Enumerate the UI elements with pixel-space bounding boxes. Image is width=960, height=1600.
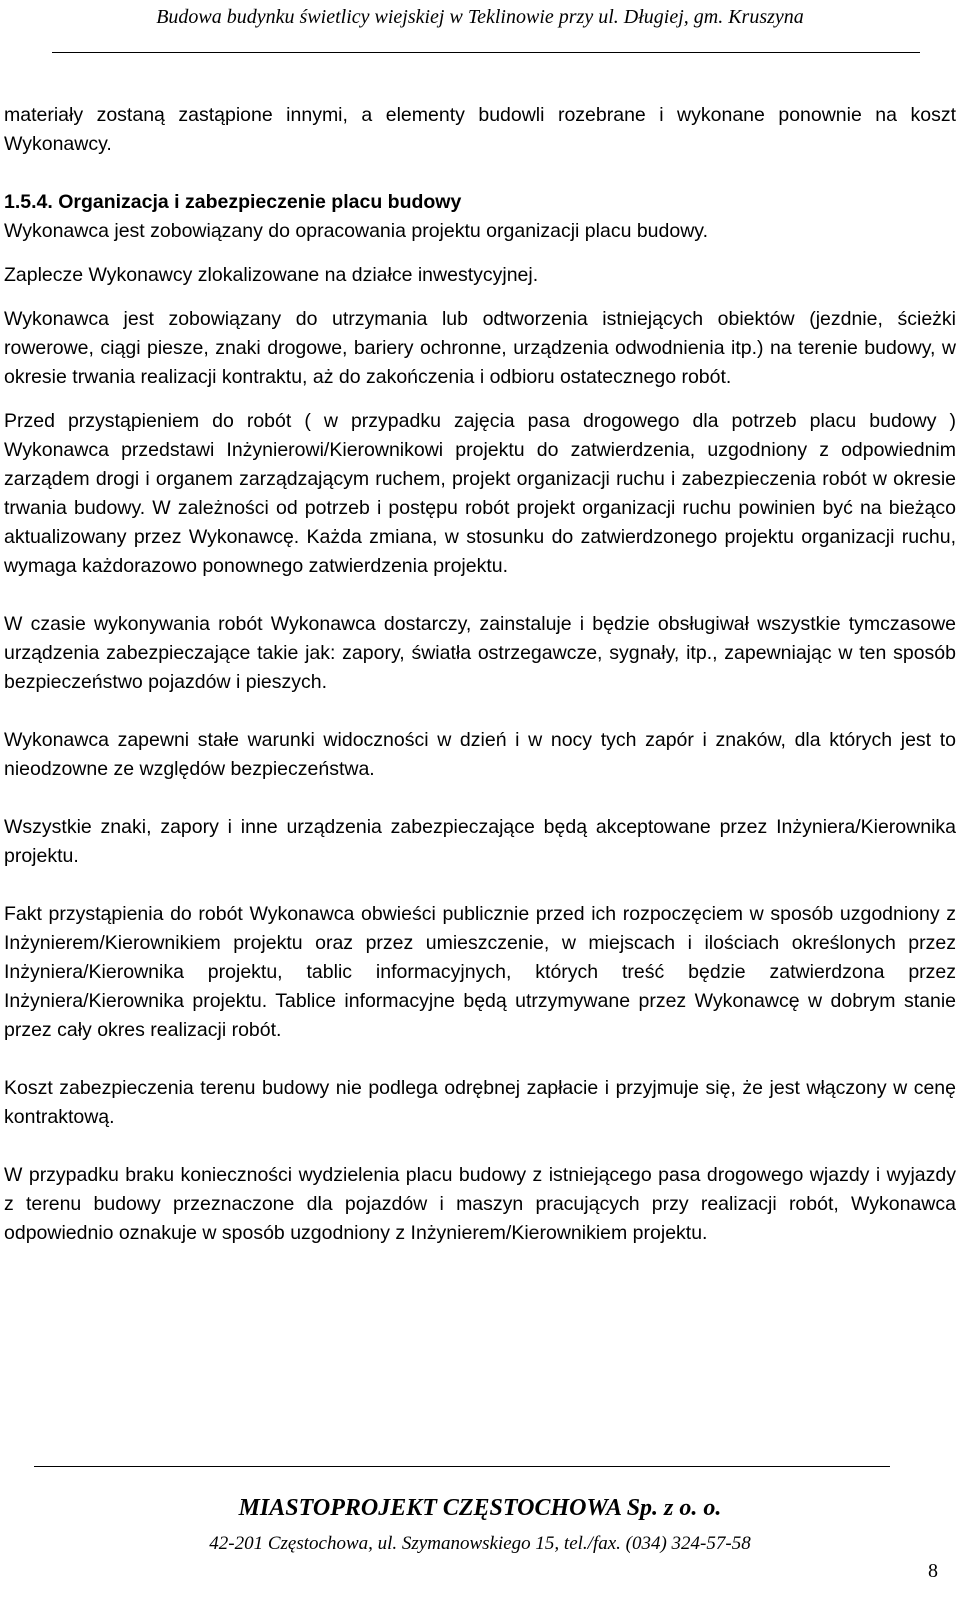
paragraph: W czasie wykonywania robót Wykonawca dostarczy, zainstaluje i będzie obsługiwał wszystkie tymczasowe urządzenia zabezpieczające takie jak: zapory, światła ostrzegawcze, sygnały, itp., zapewniając w ten sposób bezpieczeństwo pojazdów i pieszych. [4,613,956,693]
page-number: 8 [928,1560,938,1582]
paragraph: Wszystkie znaki, zapory i inne urządzenia zabezpieczające będą akceptowane przez Inżyniera/Kierownika projektu. [4,816,956,867]
paragraph: W przypadku braku konieczności wydzielenia placu budowy z istniejącego pasa drogowego wjazdy i wyjazdy z terenu budowy przeznaczone dla pojazdów i maszyn pracujących przy realizacji robót, Wykonawca odpowiednio oznakuje w sposób uzgodniony z Inżynierem/Kierownikiem projektu. [4,1164,956,1244]
paragraph: Zaplecze Wykonawcy zlokalizowane na działce inwestycyjnej. [4,264,539,286]
footer-divider [34,1466,890,1467]
footer-address: 42-201 Częstochowa, ul. Szymanowskiego 15, tel./fax. (034) 324-57-58 [209,1533,751,1554]
header-divider [52,52,920,53]
paragraph: Wykonawca zapewni stałe warunki widoczności w dzień i w nocy tych zapór i znaków, dla których jest to nieodzowne ze względów bezpieczeństwa. [4,729,956,780]
paragraph: Koszt zabezpieczenia terenu budowy nie podlega odrębnej zapłacie i przyjmuje się, że jest włączony w cenę kontraktową. [4,1077,956,1128]
footer-company-name: MIASTOPROJEKT CZĘSTOCHOWA Sp. z o. o. [238,1495,722,1521]
paragraph: Wykonawca jest zobowiązany do opracowania projektu organizacji placu budowy. [4,220,709,242]
paragraph: Wykonawca jest zobowiązany do utrzymania lub odtworzenia istniejących obiektów (jezdnie, ścieżki rowerowe, ciągi piesze, znaki drogowe, bariery ochronne, urządzenia odwodnienia itp.) na terenie budowy, w okresie trwania realizacji kontraktu, aż do zakończenia i odbioru ostatecznego robót. [4,308,956,388]
paragraph: Przed przystąpieniem do robót ( w przypadku zajęcia pasa drogowego dla potrzeb placu budowy ) Wykonawca przedstawi Inżynierowi/Kierownikowi projektu do zatwierdzenia, uzgodniony z odpowiednim zarządem drogi i organem zarządzającym ruchem, projekt organizacji ruchu i zabezpieczenia robót w okresie trwania budowy. W zależności od potrzeb i postępu robót projekt organizacji ruchu powinien być na bieżąco aktualizowany przez Wykonawcę. Każda zmiana, w stosunku do zatwierdzonego projektu organizacji ruchu, wymaga każdorazowo ponownego zatwierdzenia projektu. [4,410,956,577]
section-heading: 1.5.4. Organizacja i zabezpieczenie placu budowy [4,191,462,213]
paragraph: Fakt przystąpienia do robót Wykonawca obwieści publicznie przed ich rozpoczęciem w sposób uzgodniony z Inżynierem/Kierownikiem projektu oraz przez umieszczenie, w miejscach i ilościach określonych przez Inżyniera/Kierownika projektu, tablic informacyjnych, których treść będzie zatwierdzona przez Inżyniera/Kierownika projektu. Tablice informacyjne będą utrzymywane przez Wykonawcę w dobrym stanie przez cały okres realizacji robót. [4,903,956,1041]
document-body [4,101,956,1248]
paragraph-continued: materiały zostaną zastąpione innymi, a elementy budowli rozebrane i wykonane ponownie na koszt Wykonawcy. [4,104,956,155]
running-header: Budowa budynku świetlicy wiejskiej w Teklinowie przy ul. Długiej, gm. Kruszyna [156,6,804,28]
